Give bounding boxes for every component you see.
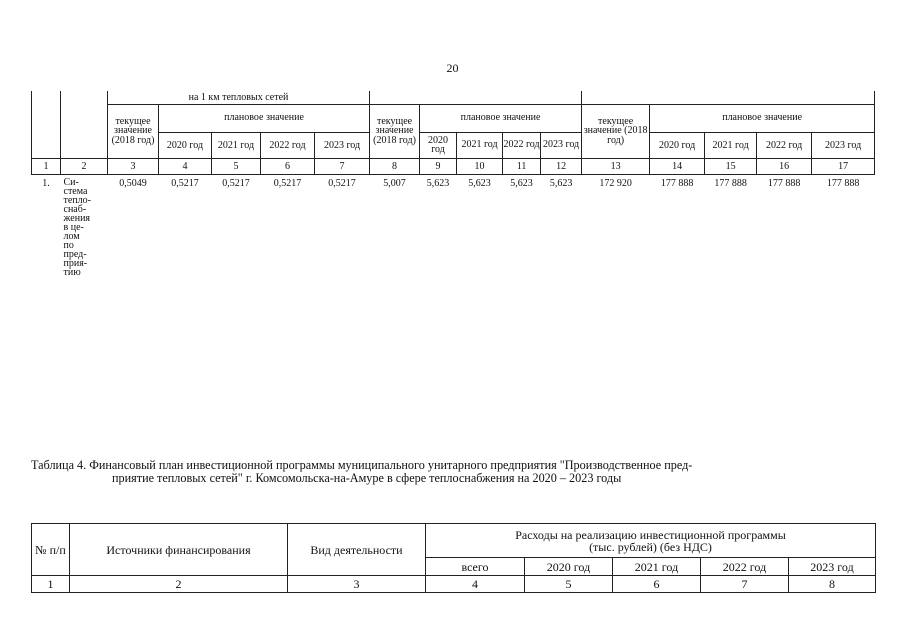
column-number: 12 bbox=[541, 158, 582, 174]
column-number: 17 bbox=[812, 158, 875, 174]
caption-line: Таблица 4. Финансовый план инвестиционной программы муниципального унитарного предприятия "Производственное пред- bbox=[31, 458, 693, 472]
col-no-header: № п/п bbox=[32, 524, 70, 576]
value-cell: 0,5217 bbox=[273, 177, 302, 189]
year-header: 2020 год bbox=[420, 132, 457, 158]
value-cell: 5,007 bbox=[383, 177, 406, 189]
header-blank-cell bbox=[61, 91, 108, 158]
column-number: 15 bbox=[705, 158, 757, 174]
column-number: 14 bbox=[650, 158, 705, 174]
column-number: 5 bbox=[525, 576, 613, 593]
value-cell: 5,623 bbox=[510, 177, 533, 189]
current-value-header: текущее значение (2018 год) bbox=[370, 104, 420, 158]
column-number: 2 bbox=[61, 158, 108, 174]
value-cell: 177 888 bbox=[714, 177, 747, 189]
value-cell: 0,5217 bbox=[328, 177, 356, 189]
column-number: 10 bbox=[457, 158, 503, 174]
page-number: 20 bbox=[446, 61, 459, 75]
column-number: 6 bbox=[613, 576, 701, 593]
year-header: 2022 год bbox=[757, 132, 812, 158]
column-number: 6 bbox=[261, 158, 315, 174]
col-activity-header: Вид деятельности bbox=[288, 524, 426, 576]
column-number: 13 bbox=[582, 158, 650, 174]
year-header: 2021 год bbox=[212, 132, 261, 158]
table-row bbox=[32, 174, 875, 309]
year-header: 2023 год bbox=[541, 132, 582, 158]
value-cell: 5,623 bbox=[468, 177, 491, 189]
value-cell: 177 888 bbox=[826, 177, 860, 189]
header-blank-cell bbox=[32, 91, 61, 158]
year-header: 2022 год bbox=[701, 558, 789, 576]
header-blank-cell bbox=[370, 91, 582, 104]
financial-plan-table bbox=[31, 523, 876, 593]
planned-value-header: плановое значение bbox=[159, 104, 370, 132]
year-header: 2023 год bbox=[812, 132, 875, 158]
column-number: 1 bbox=[32, 158, 61, 174]
col-expenses-header: Расходы на реализацию инвестиционной программы (тыс. рублей) (без НДС) bbox=[426, 524, 876, 558]
year-header: 2020 год bbox=[159, 132, 212, 158]
year-header: 2020 год bbox=[650, 132, 705, 158]
column-number: 3 bbox=[288, 576, 426, 593]
year-header: 2021 год bbox=[457, 132, 503, 158]
planned-value-header: плановое значение bbox=[420, 104, 582, 132]
value-cell: 0,5217 bbox=[222, 177, 250, 189]
column-number: 11 bbox=[503, 158, 541, 174]
column-number: 8 bbox=[789, 576, 876, 593]
value-cell: 0,5049 bbox=[119, 177, 147, 189]
caption-line: приятие тепловых сетей" г. Комсомольска-на-Амуре в сфере теплоснабжения на 2020 – 2023 годы bbox=[112, 471, 622, 485]
column-number: 5 bbox=[212, 158, 261, 174]
value-cell: 0,5217 bbox=[171, 177, 199, 189]
value-cell: 5,623 bbox=[426, 177, 450, 189]
column-number: 16 bbox=[757, 158, 812, 174]
year-header: 2023 год bbox=[315, 132, 370, 158]
column-number: 4 bbox=[159, 158, 212, 174]
row-number: 1. bbox=[42, 177, 50, 189]
column-number: 9 bbox=[420, 158, 457, 174]
year-header: 2020 год bbox=[525, 558, 613, 576]
year-header: 2023 год bbox=[789, 558, 876, 576]
planned-value-header: плановое значение bbox=[650, 104, 875, 132]
value-cell: 177 888 bbox=[767, 177, 801, 189]
column-number: 1 bbox=[32, 576, 70, 593]
year-header: 2022 год bbox=[503, 132, 541, 158]
current-value-header: текущее значение (2018 год) bbox=[582, 104, 650, 158]
col-total-header: всего bbox=[426, 558, 525, 576]
year-header: 2021 год bbox=[705, 132, 757, 158]
current-value-header: текущее значение (2018 год) bbox=[108, 104, 159, 158]
year-header: 2022 год bbox=[261, 132, 315, 158]
column-number: 8 bbox=[370, 158, 420, 174]
column-number: 7 bbox=[315, 158, 370, 174]
col-source-header: Источники финансирования bbox=[70, 524, 288, 576]
column-number: 2 bbox=[70, 576, 288, 593]
indicators-table bbox=[31, 91, 875, 309]
row-name: Си- стема тепло- снаб- жения в це- лом по пред- прия- тию bbox=[63, 176, 91, 278]
header-blank-cell bbox=[582, 91, 875, 104]
value-cell: 172 920 bbox=[599, 177, 632, 189]
group-header-per-km: на 1 км тепловых сетей bbox=[108, 91, 370, 104]
column-number: 7 bbox=[701, 576, 789, 593]
value-cell: 5,623 bbox=[549, 177, 573, 189]
column-number: 3 bbox=[108, 158, 159, 174]
table4-caption bbox=[31, 459, 876, 485]
year-header: 2021 год bbox=[613, 558, 701, 576]
value-cell: 177 888 bbox=[660, 177, 694, 189]
column-number: 4 bbox=[426, 576, 525, 593]
